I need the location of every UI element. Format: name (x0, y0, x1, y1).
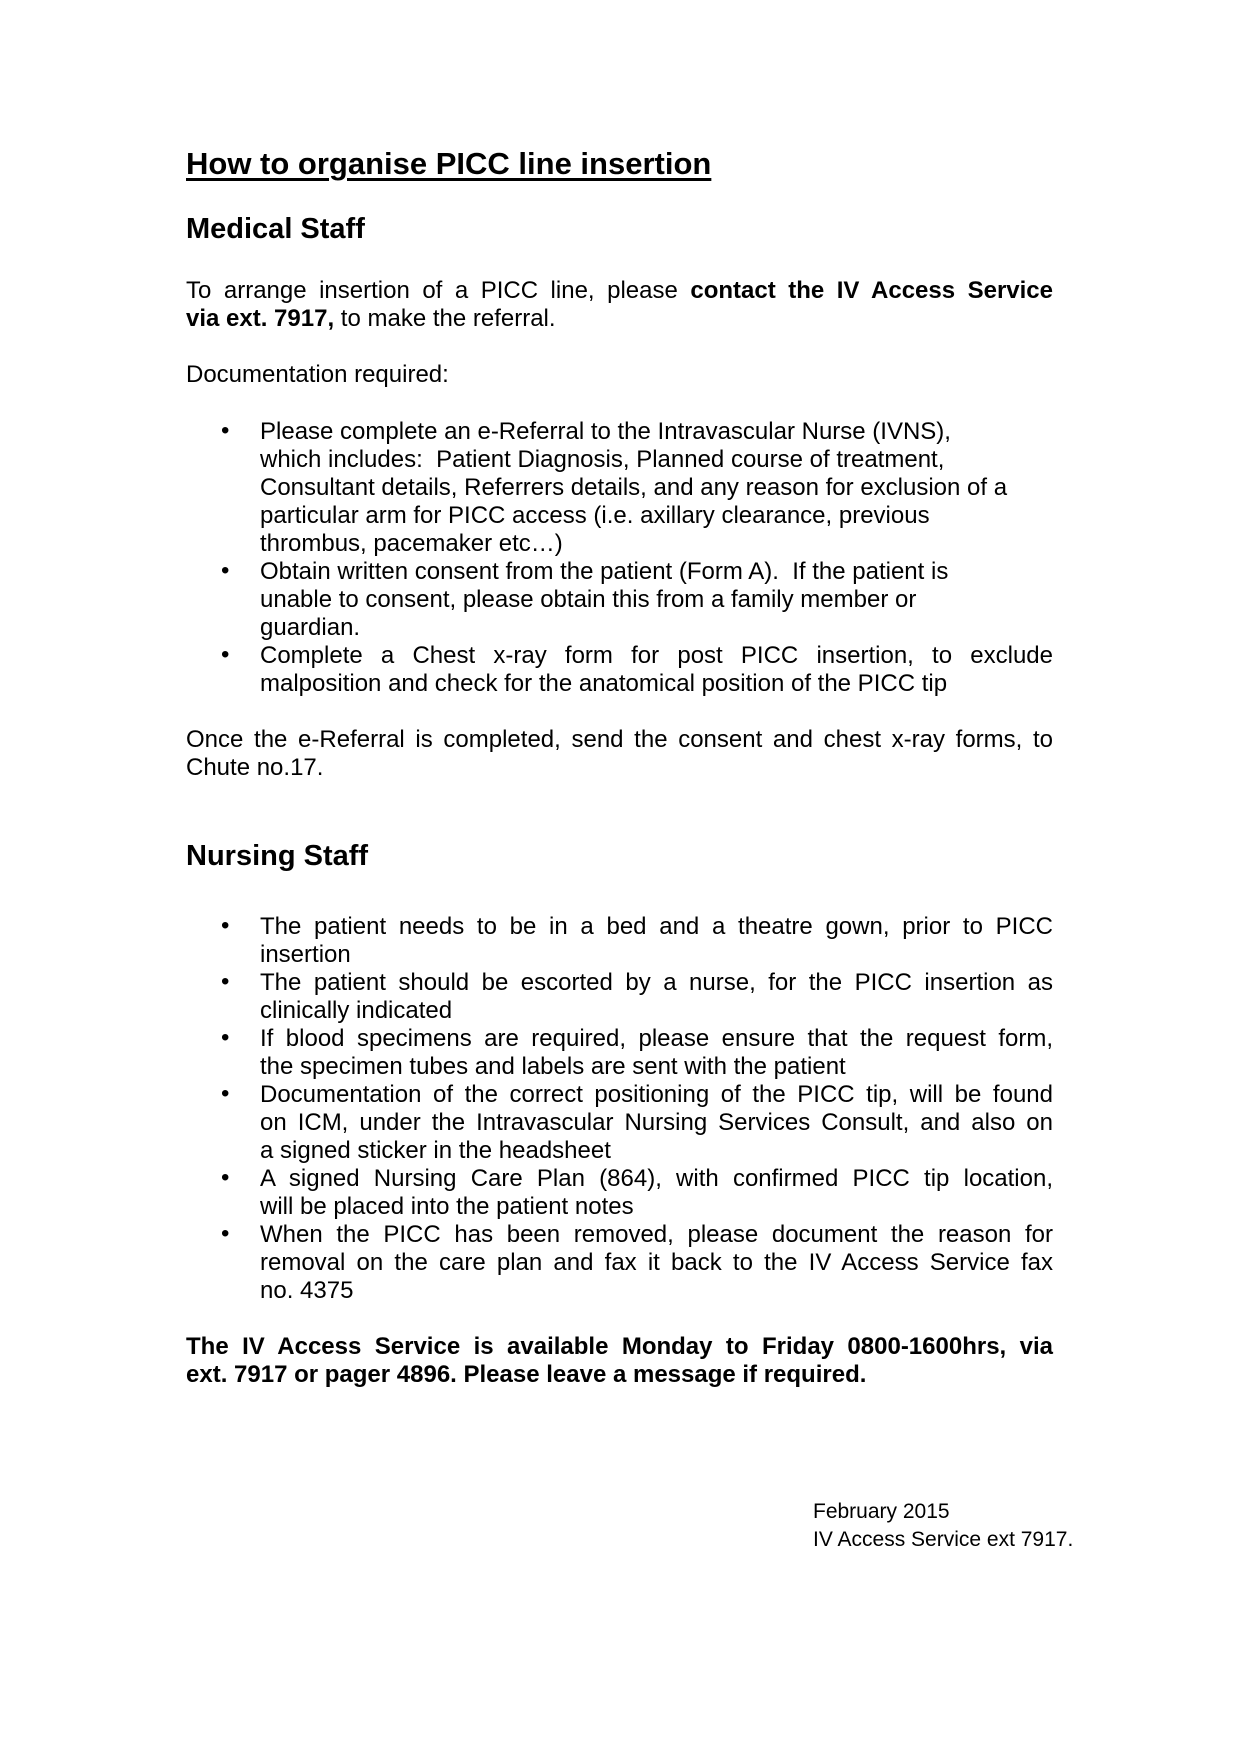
footer-service: IV Access Service ext 7917. (813, 1528, 1074, 1551)
bullet-line: The patient needs to be in a bed and a theatre gown, prior to PICC (260, 913, 1053, 940)
closing-line: Chute no.17. (186, 754, 324, 781)
nursing-bullet-list (186, 913, 1053, 1305)
bullet-line: will be placed into the patient notes (260, 1193, 634, 1220)
bullet-marker: • (221, 912, 230, 939)
bullet-marker: • (221, 1080, 230, 1107)
bullet-line: When the PICC has been removed, please document the reason for (260, 1221, 1053, 1248)
bullet-item (221, 641, 1053, 698)
bullet-marker: • (221, 557, 230, 584)
intro-line-1 (186, 277, 1053, 305)
bullet-item (221, 1164, 1053, 1221)
bullet-line: Consultant details, Referrers details, and any reason for exclusion of a (260, 474, 1008, 501)
availability-line: The IV Access Service is available Monday to Friday 0800-1600hrs, via (186, 1333, 1053, 1360)
closing-line: Once the e-Referral is completed, send the consent and chest x-ray forms, to (186, 726, 1053, 753)
bullet-line: unable to consent, please obtain this from a family member or (260, 586, 917, 613)
intro-line-2 (186, 305, 1053, 333)
bullet-line: thrombus, pacemaker etc…) (260, 530, 563, 557)
bullet-line: malposition and check for the anatomical position of the PICC tip (260, 670, 948, 697)
bullet-marker: • (221, 1024, 230, 1051)
bullet-marker: • (221, 641, 230, 668)
bullet-item (221, 968, 1053, 1025)
medical-bullet-list (186, 418, 1053, 698)
section-heading-medical: Medical Staff (186, 213, 365, 245)
bullet-line: clinically indicated (260, 997, 453, 1024)
bullet-line: A signed Nursing Care Plan (864), with confirmed PICC tip location, (260, 1165, 1053, 1192)
bullet-marker: • (221, 968, 230, 995)
bullet-marker: • (221, 1164, 230, 1191)
bullet-line: insertion (260, 941, 351, 968)
bullet-line: the specimen tubes and labels are sent with the patient (260, 1053, 846, 1080)
footer-date: February 2015 (813, 1500, 950, 1523)
intro-paragraph (186, 277, 1053, 333)
bullet-line: which includes: Patient Diagnosis, Planned course of treatment, (260, 446, 945, 473)
bullet-line: Obtain written consent from the patient (Form A). If the patient is (260, 558, 949, 585)
bullet-marker: • (221, 1220, 230, 1247)
document-footer (813, 1498, 1073, 1554)
bullet-item (221, 557, 1053, 642)
bullet-line: a signed sticker in the headsheet (260, 1137, 611, 1164)
section-heading-nursing: Nursing Staff (186, 840, 369, 872)
bullet-item (221, 417, 1053, 558)
bullet-line: Documentation of the correct positioning of the PICC tip, will be found (260, 1081, 1053, 1108)
bullet-item (221, 1024, 1053, 1081)
bullet-line: Please complete an e-Referral to the Intravascular Nurse (IVNS), (260, 418, 951, 445)
bullet-line: If blood specimens are required, please ensure that the request form, (260, 1025, 1053, 1052)
bullet-line: The patient should be escorted by a nurse, for the PICC insertion as (260, 969, 1053, 996)
availability-notice (186, 1333, 1053, 1389)
bullet-line: guardian. (260, 614, 361, 641)
documentation-label: Documentation required: (186, 361, 449, 388)
bullet-line: no. 4375 (260, 1277, 354, 1304)
intro-text: To arrange insertion of a PICC line, please (186, 277, 691, 304)
bullet-item (221, 912, 1053, 969)
bullet-line: Complete a Chest x-ray form for post PICC insertion, to exclude (260, 642, 1053, 669)
intro-contact-bold: contact the IV Access Service (690, 277, 1053, 304)
bullet-item (221, 1080, 1053, 1165)
bullet-line: on ICM, under the Intravascular Nursing Services Consult, and also on (260, 1109, 1053, 1136)
availability-line: ext. 7917 or pager 4896. Please leave a message if required. (186, 1361, 867, 1388)
bullet-marker: • (221, 417, 230, 444)
bullet-item (221, 1220, 1053, 1305)
intro-text-end: to make the referral. (334, 305, 556, 332)
intro-ext-bold: via ext. 7917, (186, 305, 335, 332)
closing-paragraph (186, 726, 1053, 782)
bullet-line: particular arm for PICC access (i.e. axillary clearance, previous (260, 502, 930, 529)
bullet-line: removal on the care plan and fax it back to the IV Access Service fax (260, 1249, 1053, 1276)
document-title: How to organise PICC line insertion (186, 146, 712, 181)
